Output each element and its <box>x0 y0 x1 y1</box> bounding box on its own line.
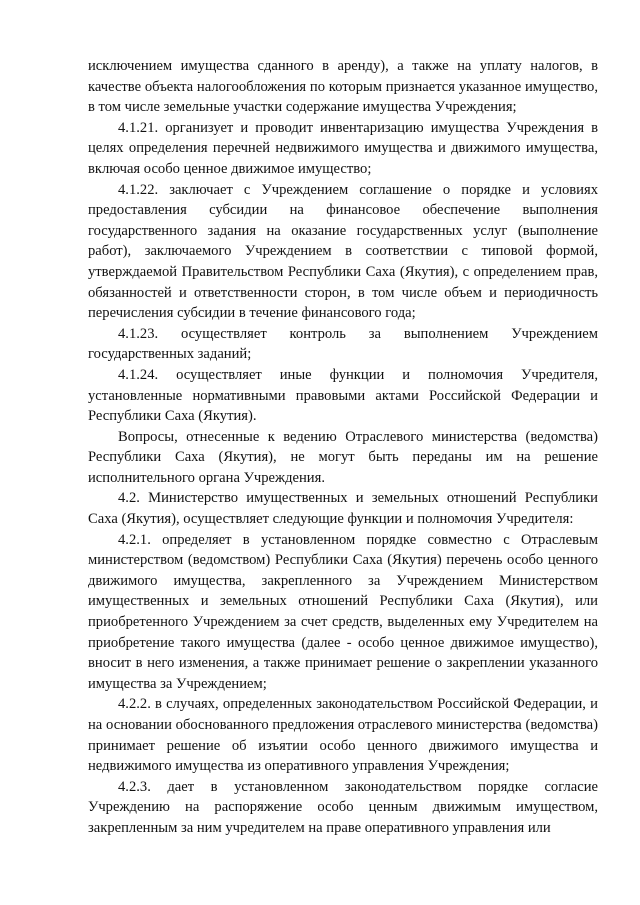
paragraph-4-1-22: 4.1.22. заключает с Учреждением соглашение о порядке и условиях предоставления субсидии на финансовое обеспечение выполнения государственного задания на оказание государственных услуг (выполнение работ), заключаемого Учреждением в соответствии с типовой формой, утверждаемой Правительством Республики Саха (Якутия), с определением прав, обязанностей и ответственности сторон, в том числе объем и периодичность перечисления субсидии в течение финансового года; <box>88 181 598 322</box>
paragraph-4-2-2: 4.2.2. в случаях, определенных законодательством Российской Федерации, и на основании обоснованного предложения отраслевого министерства (ведомства) принимает решение об изъятии особо ценного движимого имущества и недвижимого имущества из оперативного управления Учреждения; <box>88 696 598 775</box>
paragraph-4-1-23: 4.1.23. осуществляет контроль за выполнением Учреждением государственных заданий; <box>88 325 598 363</box>
paragraph-4-2-1: 4.2.1. определяет в установленном порядке совместно с Отраслевым министерством (ведомством) Республики Саха (Якутия) перечень особо ценного движимого имущества, закрепленного за Учреждением Министерством имущественных и земельных отношений Республики Саха (Якутия), или приобретенного Учреждением за счет средств, выделенных ему Учредителем на приобретение такого имущества (далее - особо ценное движимое имущество), вносит в него изменения, а также принимает решение о закреплении указанного имущества за Учреждением; <box>88 531 598 692</box>
paragraph-4-2-3: 4.2.3. дает в установленном законодательством порядке согласие Учреждению на распоряжение особо ценным движимым имуществом, закрепленным за ним учредителем на праве оперативного управления или <box>88 778 598 836</box>
paragraph-questions: Вопросы, отнесенные к ведению Отраслевого министерства (ведомства) Республики Саха (Якутия), не могут быть переданы им на решение исполнительного органа Учреждения. <box>88 428 598 486</box>
paragraph-4-1-21: 4.1.21. организует и проводит инвентаризацию имущества Учреждения в целях определения перечней недвижимого имущества и движимого имущества, включая особо ценное движимое имущество; <box>88 119 598 177</box>
document-body <box>88 56 598 839</box>
paragraph-continuation: исключением имущества сданного в аренду), а также на уплату налогов, в качестве объекта налогообложения по которым признается указанное имущество, в том числе земельные участки содержание имущества Учреждения; <box>88 58 598 116</box>
paragraph-4-1-24: 4.1.24. осуществляет иные функции и полномочия Учредителя, установленные нормативными правовыми актами Российской Федерации и Республики Саха (Якутия). <box>88 366 598 425</box>
paragraph-4-2: 4.2. Министерство имущественных и земельных отношений Республики Саха (Якутия), осуществляет следующие функции и полномочия Учредителя: <box>88 490 598 528</box>
